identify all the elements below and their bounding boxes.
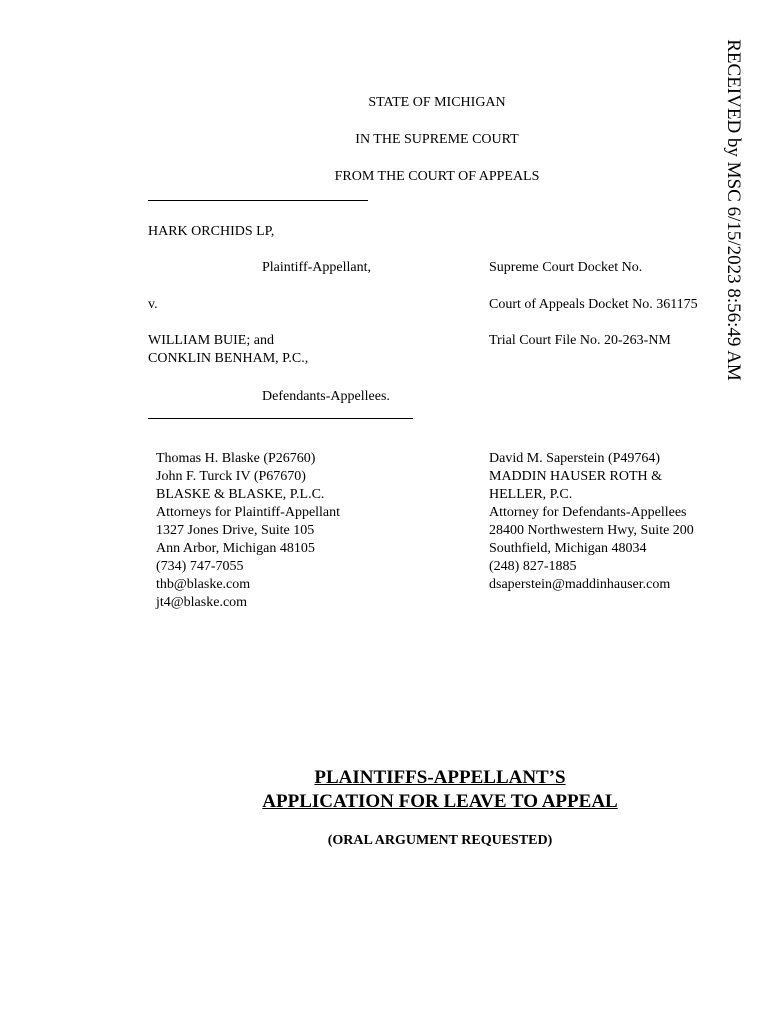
defendant-role: Defendants-Appellees. xyxy=(262,389,390,404)
defendant-counsel-email: dsaperstein@maddinhauser.com xyxy=(489,577,671,592)
plaintiff-counsel-email: jt4@blaske.com xyxy=(156,595,248,610)
defendant-counsel-line: Southfield, Michigan 48034 xyxy=(489,541,647,556)
defendant-name-line2: CONKLIN BENHAM, P.C., xyxy=(148,351,309,366)
header-court: IN THE SUPREME COURT xyxy=(355,132,519,147)
plaintiff-counsel-line: BLASKE & BLASKE, P.L.C. xyxy=(156,487,325,502)
header-from: FROM THE COURT OF APPEALS xyxy=(334,169,540,184)
supreme-court-docket: Supreme Court Docket No. xyxy=(489,260,643,275)
plaintiff-counsel-line: Attorneys for Plaintiff-Appellant xyxy=(156,505,341,520)
plaintiff-counsel-line: Thomas H. Blaske (P26760) xyxy=(156,451,316,466)
versus: v. xyxy=(148,297,158,312)
trial-court-file: Trial Court File No. 20-263-NM xyxy=(489,333,671,348)
document-subtitle: (ORAL ARGUMENT REQUESTED) xyxy=(327,833,553,848)
header-state: STATE OF MICHIGAN xyxy=(368,95,506,110)
plaintiff-name: HARK ORCHIDS LP, xyxy=(148,224,275,239)
plaintiff-role: Plaintiff-Appellant, xyxy=(262,260,371,275)
defendant-counsel-line: (248) 827-1885 xyxy=(489,559,577,574)
defendant-counsel-line: Attorney for Defendants-Appellees xyxy=(489,505,687,520)
defendant-counsel-line: MADDIN HAUSER ROTH & xyxy=(489,469,663,484)
defendant-counsel-line: 28400 Northwestern Hwy, Suite 200 xyxy=(489,523,694,538)
defendant-counsel-block xyxy=(489,450,694,594)
document-title-line1: PLAINTIFFS-APPELLANT’S xyxy=(314,767,566,788)
defendant-counsel-line: David M. Saperstein (P49764) xyxy=(489,451,661,466)
plaintiff-counsel-email: thb@blaske.com xyxy=(156,577,251,592)
plaintiff-counsel-line: Ann Arbor, Michigan 48105 xyxy=(156,541,315,556)
caption-rule-bottom xyxy=(148,418,413,419)
document-title-line2: APPLICATION FOR LEAVE TO APPEAL xyxy=(262,791,618,812)
plaintiff-counsel-line: John F. Turck IV (P67670) xyxy=(156,469,306,484)
plaintiff-counsel-block xyxy=(156,450,340,612)
court-of-appeals-docket: Court of Appeals Docket No. 361175 xyxy=(489,297,698,312)
defendant-name-line1: WILLIAM BUIE; and xyxy=(148,333,274,348)
caption-rule-top xyxy=(148,200,368,201)
plaintiff-counsel-line: 1327 Jones Drive, Suite 105 xyxy=(156,523,315,538)
received-stamp: RECEIVED by MSC 6/15/2023 8:56:49 AM xyxy=(723,39,744,381)
plaintiff-counsel-line: (734) 747-7055 xyxy=(156,559,244,574)
defendant-counsel-line: HELLER, P.C. xyxy=(489,487,573,502)
